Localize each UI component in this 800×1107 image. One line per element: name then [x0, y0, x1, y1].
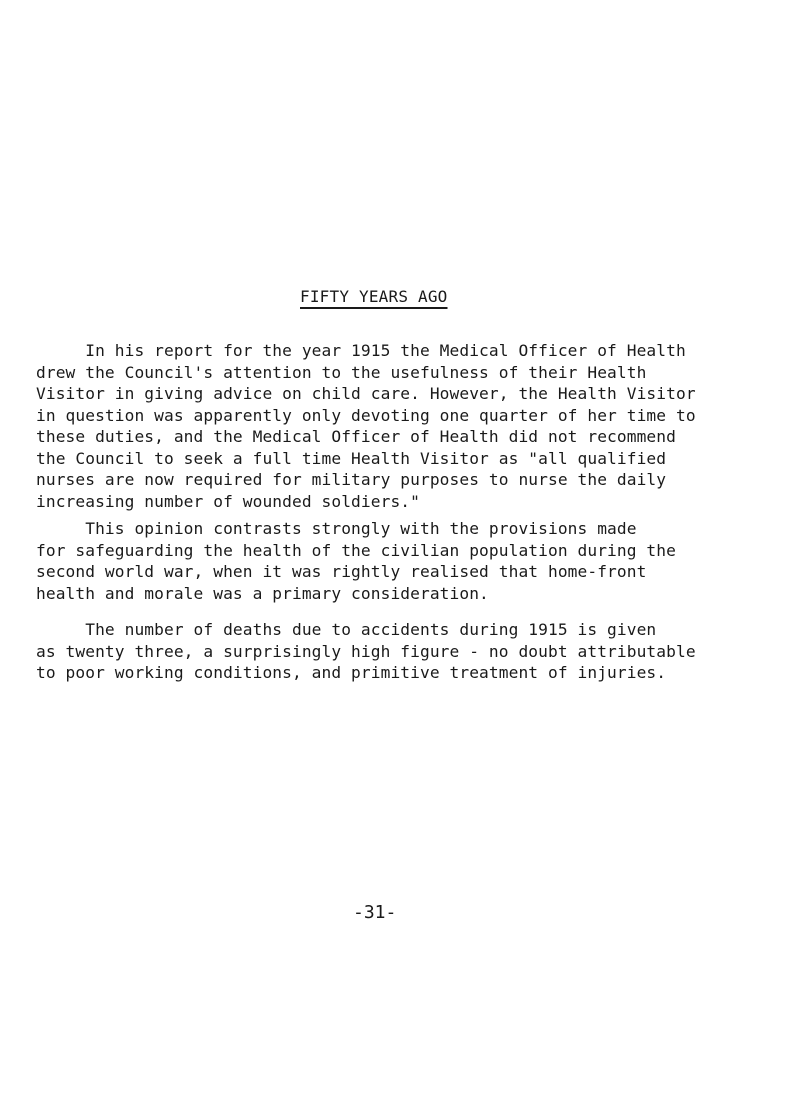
paragraph-line: in question was apparently only devoting one quarter of her time to	[36, 405, 696, 425]
paragraph-line: to poor working conditions, and primitive treatment of injuries.	[36, 663, 667, 682]
page-number: -31-	[353, 902, 397, 923]
paragraph-line: health and morale was a primary consideration.	[36, 583, 489, 603]
paragraph-line: The number of deaths due to accidents during 1915 is given	[36, 620, 657, 639]
paragraph-line: In his report for the year 1915 the Medical Officer of Health	[36, 341, 686, 360]
paragraph-2	[36, 518, 766, 604]
document-title: FIFTY YEARS AGO	[300, 287, 448, 306]
paragraph-line: these duties, and the Medical Officer of Health did not recommend	[36, 427, 676, 446]
paragraph-line: drew the Council's attention to the usefulness of their Health	[36, 362, 647, 382]
paragraph-3	[36, 619, 766, 684]
paragraph-line: for safeguarding the health of the civilian population during the	[36, 540, 676, 560]
paragraph-1	[36, 340, 766, 512]
paragraph-line: Visitor in giving advice on child care. However, the Health Visitor	[36, 384, 696, 403]
paragraph-line: nurses are now required for military purposes to nurse the daily	[36, 470, 667, 489]
paragraph-line: This opinion contrasts strongly with the provisions made	[36, 519, 637, 538]
paragraph-line: increasing number of wounded soldiers."	[36, 491, 420, 511]
paragraph-line: as twenty three, a surprisingly high figure - no doubt attributable	[36, 641, 696, 661]
paragraph-line: second world war, when it was rightly realised that home-front	[36, 562, 647, 581]
paragraph-line: the Council to seek a full time Health Visitor as "all qualified	[36, 448, 667, 468]
